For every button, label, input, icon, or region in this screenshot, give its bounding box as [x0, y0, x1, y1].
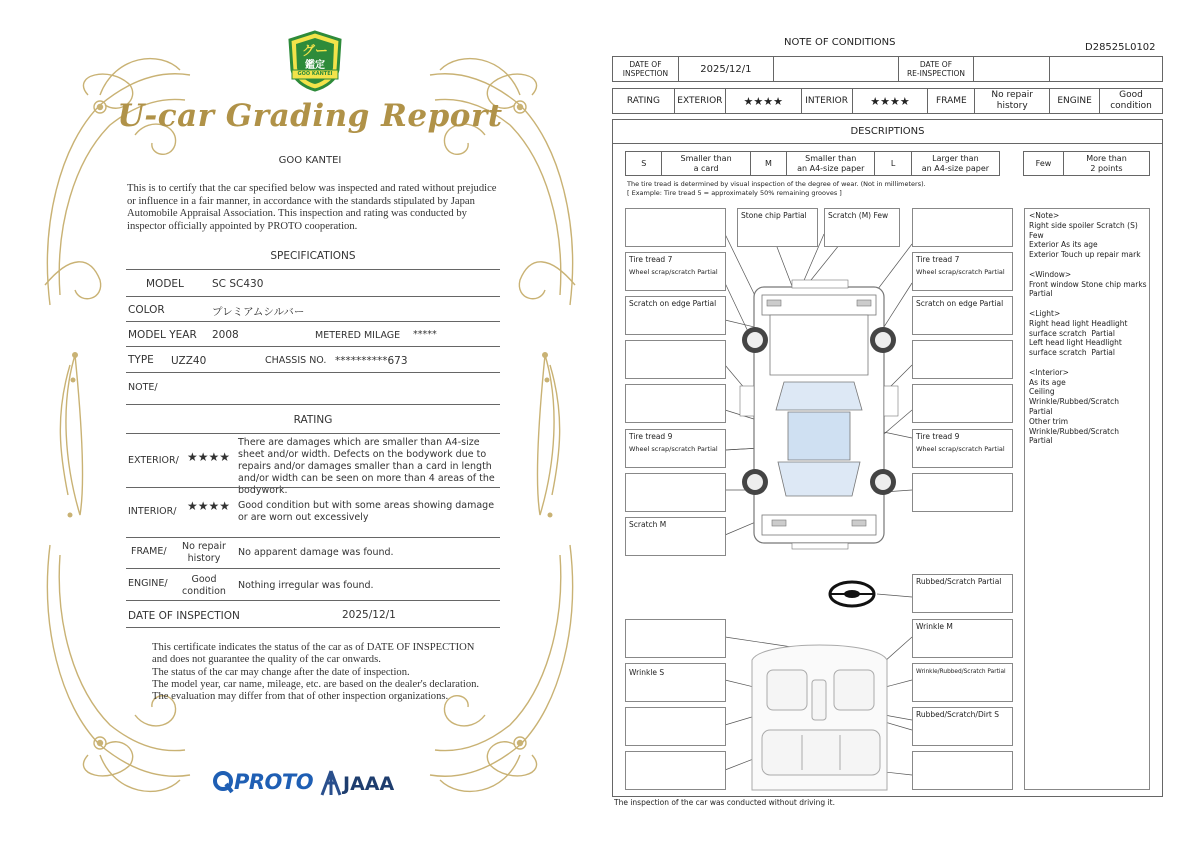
interior-stars: ★★★★ — [187, 499, 231, 513]
annotation-text: Rubbed/Scratch Partial — [916, 577, 1002, 586]
annotation-box-empty — [625, 208, 726, 247]
empty-cell — [1050, 57, 1163, 82]
empty-cell — [974, 57, 1050, 82]
model-value: SC SC430 — [212, 278, 264, 290]
type-value: UZZ40 — [171, 355, 207, 367]
annotation-text: Wrinkle S — [629, 668, 665, 677]
note-line: Exterior As its age — [1029, 240, 1098, 250]
legend-few: Few — [1024, 152, 1064, 176]
annotation-box-empty — [912, 340, 1013, 379]
label-line: DATE OF — [629, 60, 662, 69]
footer-line: The model year, car name, mileage, etc. are based on the dealer's declaration. — [152, 678, 480, 690]
annotation-box-interior-r3 — [912, 707, 1013, 746]
jaaa-logo: JAAA — [343, 773, 395, 795]
annotation-box-empty — [912, 473, 1013, 512]
badge-text-top: グー — [301, 44, 328, 59]
sheet-title: NOTE OF CONDITIONS — [784, 37, 896, 48]
exterior-stars-cell: ★★★★ — [725, 89, 801, 114]
annotation-text: Wheel scrap/scratch Partial — [629, 268, 718, 276]
tread-note — [627, 180, 926, 198]
frame-value-line: No repair — [182, 541, 226, 552]
specifications-heading: SPECIFICATIONS — [270, 250, 356, 262]
note-line: Partial — [1029, 289, 1053, 299]
reinspection-label-cell — [898, 57, 974, 82]
legend-line: 2 points — [1090, 163, 1123, 173]
report-title: U-car Grading Report — [117, 98, 503, 134]
legend-line: Smaller than — [805, 153, 857, 163]
note-line: surface scratch Partial — [1029, 348, 1115, 358]
exterior-label-cell: EXTERIOR — [674, 89, 725, 114]
empty-cell — [773, 57, 898, 82]
date-label-cell — [613, 57, 679, 82]
frequency-legend-table — [1023, 151, 1150, 176]
annotation-text: Scratch on edge Partial — [629, 299, 717, 308]
annotation-box-left-edge — [625, 296, 726, 335]
annotation-text: Scratch (M) Few — [828, 211, 889, 220]
legend-m-desc — [787, 152, 875, 176]
value-line: history — [996, 101, 1028, 111]
label-line: DATE OF — [919, 60, 953, 69]
note-line: Wrinkle/Rubbed/Scratch — [1029, 426, 1119, 436]
annotation-box-empty — [625, 473, 726, 512]
rating-label-cell: RATING — [613, 89, 675, 114]
exterior-description: There are damages which are smaller than A4-size sheet and/or width. Defects on the bodywork due to repairs and/or damages smaller than a card in length and/or width can be seen on more than 4 areas of the bodywork. — [238, 437, 495, 496]
exterior-label: EXTERIOR/ — [128, 455, 179, 466]
proto-logo: PROTO — [234, 770, 314, 794]
annotation-text: Tire tread 7 — [916, 255, 960, 264]
exterior-stars: ★★★★ — [187, 450, 231, 464]
legend-line: Larger than — [932, 153, 979, 163]
frame-value-cell — [975, 89, 1050, 114]
annotation-box-empty — [625, 751, 726, 790]
mileage-value: ***** — [413, 329, 437, 340]
note-line: <Light> — [1029, 308, 1061, 318]
note-line: Partial — [1029, 406, 1053, 416]
rating-heading: RATING — [293, 414, 333, 426]
descriptions-heading: DESCRIPTIONS — [612, 119, 1163, 144]
label-line: INSPECTION — [622, 69, 669, 78]
annotation-box-front-right-tire — [912, 252, 1013, 291]
car-interior-drawing — [752, 645, 887, 790]
note-line: surface scratch Partial — [1029, 328, 1115, 338]
tread-note-line: The tire tread is determined by visual inspection of the degree of wear. (Not in millimeters). — [627, 180, 926, 188]
interior-stars-cell: ★★★★ — [852, 89, 928, 114]
legend-line: Smaller than — [680, 153, 732, 163]
legend-line: an A4-size paper — [921, 163, 990, 173]
badge-ribbon-text: GOO KANTEI — [297, 71, 333, 77]
intro-text: This is to certify that the car specified below was inspected and rated without prejudice or influence in a fair manner, in accordance with the standards stipulated by Japan Automobile Appraisal Association. This inspection and rating was conducted by inspector officially appointed by PROTO cooperation. — [127, 183, 497, 232]
mileage-label: METERED MILAGE — [315, 330, 401, 341]
annotation-text: Wheel scrap/scratch Partial — [916, 268, 1005, 276]
note-line: Right head light Headlight — [1029, 318, 1128, 328]
model-year-value: 2008 — [212, 329, 239, 341]
annotation-text: Scratch M — [629, 520, 667, 529]
annotation-text: Wrinkle/Rubbed/Scratch Partial — [916, 669, 1006, 675]
org-name: GOO KANTEI — [278, 155, 342, 166]
legend-s: S — [626, 152, 662, 176]
label-line: RE-INSPECTION — [906, 69, 965, 78]
steering-wheel-icon — [830, 582, 874, 606]
sheet-footer: The inspection of the car was conducted without driving it. — [614, 798, 835, 807]
legend-l: L — [875, 152, 911, 176]
note-label: NOTE/ — [128, 382, 158, 393]
note-line: Right side spoiler Scratch (S) — [1029, 220, 1138, 230]
model-label: MODEL — [146, 278, 184, 290]
legend-more — [1064, 152, 1150, 176]
inspection-date-table — [612, 56, 1163, 82]
frame-label: FRAME/ — [131, 546, 167, 557]
engine-value-cell — [1100, 89, 1163, 114]
note-line: Left head light Headlight — [1029, 338, 1122, 348]
engine-value-line: condition — [182, 586, 226, 597]
chassis-value: **********673 — [335, 355, 408, 367]
legend-line: an A4-size paper — [797, 163, 865, 173]
frame-label-cell: FRAME — [928, 89, 975, 114]
legend-line: a card — [693, 163, 719, 173]
annotation-text: Wheel scrap/scratch Partial — [629, 445, 718, 453]
badge-text-mid: 鑑定 — [305, 60, 325, 71]
annotation-box-empty — [625, 619, 726, 658]
interior-label-cell: INTERIOR — [801, 89, 852, 114]
legend-m: M — [750, 152, 786, 176]
annotation-text: Rubbed/Scratch/Dirt S — [916, 710, 999, 719]
annotation-text: Tire tread 7 — [629, 255, 673, 264]
note-line: <Interior> — [1029, 367, 1069, 377]
value-line: Good — [1119, 90, 1143, 100]
size-legend-table — [625, 151, 1000, 176]
note-line: Other trim — [1029, 416, 1069, 426]
annotation-text: Wheel scrap/scratch Partial — [916, 445, 1005, 453]
annotation-box-rear-left — [625, 517, 726, 556]
date-cell: 2025/12/1 — [678, 57, 773, 82]
chassis-label: CHASSIS NO. — [265, 355, 327, 366]
model-year-label: MODEL YEAR — [128, 329, 197, 341]
annotation-box-rear-left-tire — [625, 429, 726, 468]
annotation-box-interior-r2 — [912, 663, 1013, 702]
annotation-box-front-left-tire — [625, 252, 726, 291]
car-exterior-drawing — [740, 280, 898, 549]
annotation-text: Stone chip Partial — [741, 211, 807, 220]
footer-line: This certificate indicates the status of the car as of DATE OF INSPECTION and does not guarantee the quality of the car onwards. — [152, 642, 475, 666]
engine-description: Nothing irregular was found. — [238, 580, 374, 591]
type-label: TYPE — [128, 354, 154, 366]
value-line: No repair — [991, 90, 1033, 100]
annotation-box-empty — [625, 384, 726, 423]
annotation-text: Tire tread 9 — [916, 432, 960, 441]
note-line — [1029, 260, 1145, 270]
annotation-box-rear-right-tire — [912, 429, 1013, 468]
note-line: As its age — [1029, 377, 1066, 387]
note-line — [1029, 358, 1145, 368]
color-value: プレミアムシルバー — [212, 306, 305, 318]
annotation-box-top-mid-2 — [824, 208, 900, 247]
engine-value-line: Good — [191, 574, 217, 585]
note-line: Exterior Touch up repair mark — [1029, 250, 1141, 260]
annotation-box-empty — [912, 384, 1013, 423]
annotation-box-empty — [912, 751, 1013, 790]
annotation-text: Tire tread 9 — [629, 432, 673, 441]
inspection-date-value: 2025/12/1 — [342, 609, 396, 621]
interior-label: INTERIOR/ — [128, 506, 177, 517]
notes-panel — [1024, 208, 1150, 790]
tread-note-line: [ Example: Tire tread 5 = approximately 50% remaining grooves ] — [627, 189, 842, 197]
rating-table — [612, 88, 1163, 114]
annotation-box-empty — [912, 208, 1013, 247]
note-line — [1029, 299, 1145, 309]
color-label: COLOR — [128, 304, 165, 316]
annotation-box-interior-l1 — [625, 663, 726, 702]
interior-description: Good condition but with some areas showing damage or are worn out excessively — [238, 500, 495, 523]
value-line: condition — [1110, 101, 1152, 111]
footer-line: The evaluation may differ from that of other inspection organizations. — [152, 691, 449, 703]
annotation-text: Scratch on edge Partial — [916, 299, 1004, 308]
frame-value-line: history — [187, 553, 221, 564]
note-line: Wrinkle/Rubbed/Scratch — [1029, 397, 1119, 407]
document-id: D28525L0102 — [1085, 42, 1156, 53]
inspection-date-label: DATE OF INSPECTION — [128, 610, 240, 622]
annotation-box-top-mid-1 — [737, 208, 818, 247]
note-line: Few — [1029, 230, 1044, 240]
note-line: Ceiling — [1029, 387, 1055, 397]
annotation-box-empty — [625, 707, 726, 746]
legend-s-desc — [662, 152, 750, 176]
note-line: Partial — [1029, 436, 1053, 446]
annotation-box-steering — [912, 574, 1013, 613]
legend-l-desc — [911, 152, 999, 176]
note-line: Front window Stone chip marks — [1029, 279, 1147, 289]
footer-line: The status of the car may change after the date of inspection. — [152, 666, 410, 678]
legend-line: More than — [1086, 153, 1127, 163]
annotation-box-interior-r1 — [912, 619, 1013, 658]
annotation-text: Wrinkle M — [916, 622, 953, 631]
annotation-box-right-edge — [912, 296, 1013, 335]
engine-label-cell: ENGINE — [1050, 89, 1100, 114]
engine-label: ENGINE/ — [128, 578, 168, 589]
annotation-box-empty — [625, 340, 726, 379]
frame-description: No apparent damage was found. — [238, 547, 394, 558]
note-line: <Note> — [1029, 211, 1060, 220]
note-line: <Window> — [1029, 269, 1072, 279]
